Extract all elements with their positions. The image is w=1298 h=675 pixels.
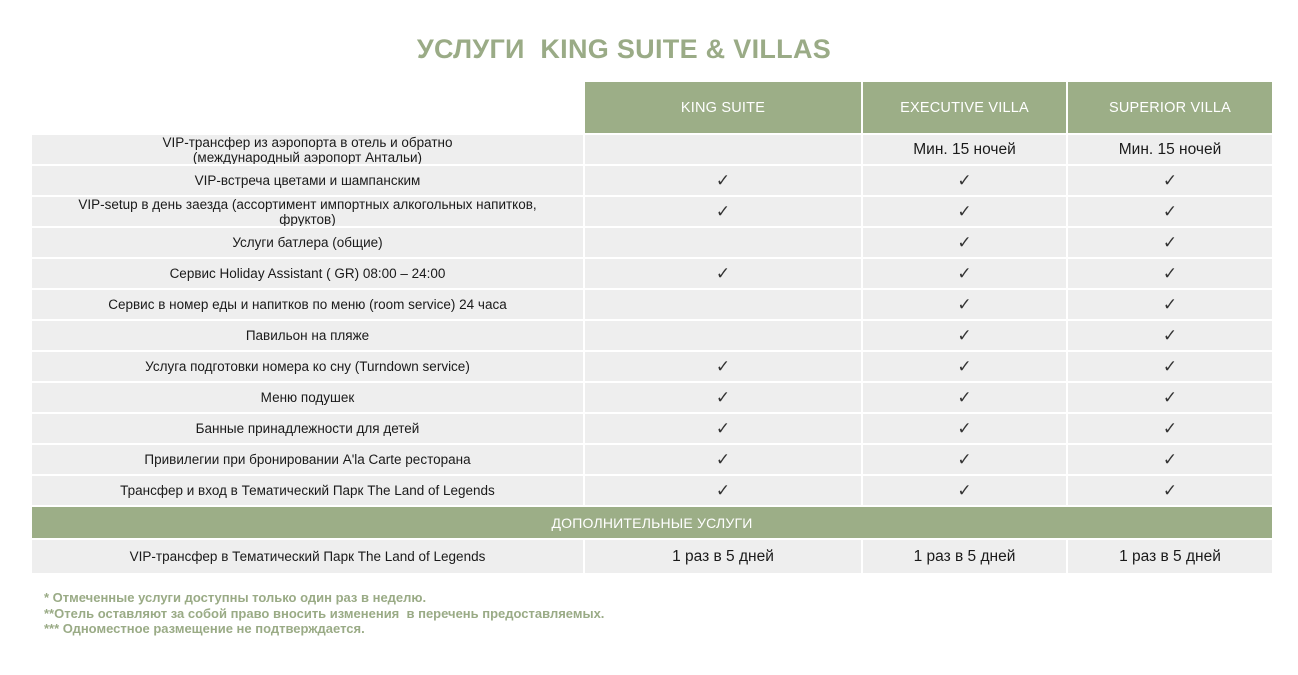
check-icon: ✓ (1068, 445, 1272, 474)
empty-cell (585, 228, 863, 257)
page-title: УСЛУГИ KING SUITE & VILLAS (416, 34, 832, 64)
service-value: 1 раз в 5 дней (585, 540, 863, 573)
footnote-3: *** Одноместное размещение не подтверждается. (44, 621, 365, 636)
service-label: Услуга подготовки номера ко сну (Turndown service) (32, 352, 585, 381)
service-label: VIP-встреча цветами и шампанским (32, 166, 585, 195)
check-icon: ✓ (863, 476, 1068, 505)
check-icon: ✓ (585, 414, 863, 443)
check-icon: ✓ (1068, 228, 1272, 257)
check-icon: ✓ (863, 228, 1068, 257)
service-value: 1 раз в 5 дней (1068, 540, 1272, 573)
check-icon: ✓ (1068, 476, 1272, 505)
empty-cell (585, 321, 863, 350)
section-header-additional: ДОПОЛНИТЕЛЬНЫЕ УСЛУГИ (32, 507, 1272, 538)
service-row (32, 135, 1272, 164)
table-header (585, 82, 1272, 133)
check-icon: ✓ (585, 259, 863, 288)
service-label: VIP-трансфер в Тематический Парк The Land of Legends (32, 540, 585, 573)
check-icon: ✓ (863, 166, 1068, 195)
check-icon: ✓ (1068, 197, 1272, 226)
check-icon: ✓ (585, 197, 863, 226)
service-label: Привилегии при бронировании A'la Carte ресторана (32, 445, 585, 474)
check-icon: ✓ (863, 383, 1068, 412)
service-value: 1 раз в 5 дней (863, 540, 1068, 573)
service-row (32, 290, 1272, 319)
service-label: Сервис в номер еды и напитков по меню (room service) 24 часа (32, 290, 585, 319)
service-label: Сервис Holiday Assistant ( GR) 08:00 – 24:00 (32, 259, 585, 288)
service-row (32, 445, 1272, 474)
footnote-2: **Отель оставляют за собой право вносить изменения в перечень предоставляемых. (44, 605, 605, 621)
empty-cell (585, 290, 863, 319)
check-icon: ✓ (863, 290, 1068, 319)
check-icon: ✓ (585, 445, 863, 474)
check-icon: ✓ (1068, 383, 1272, 412)
service-row (32, 476, 1272, 505)
check-icon: ✓ (1068, 414, 1272, 443)
footnote-1: * Отмеченные услуги доступны только один раз в неделю. (44, 590, 427, 605)
service-row (32, 166, 1272, 195)
service-row (32, 352, 1272, 381)
service-label: Услуги батлера (общие) (32, 228, 585, 257)
check-icon: ✓ (1068, 321, 1272, 350)
column-header-executive-villa: EXECUTIVE VILLA (863, 82, 1068, 133)
column-header-king-suite: KING SUITE (585, 82, 863, 133)
service-row (32, 259, 1272, 288)
footnotes (44, 590, 604, 637)
service-row (32, 383, 1272, 412)
service-label: Павильон на пляже (32, 321, 585, 350)
check-icon: ✓ (585, 383, 863, 412)
check-icon: ✓ (1068, 290, 1272, 319)
check-icon: ✓ (585, 166, 863, 195)
check-icon: ✓ (863, 414, 1068, 443)
check-icon: ✓ (863, 445, 1068, 474)
service-row (32, 414, 1272, 443)
check-icon: ✓ (1068, 259, 1272, 288)
check-icon: ✓ (1068, 352, 1272, 381)
service-label: VIP-setup в день заезда (ассортимент импортных алкогольных напитков, фруктов) (32, 197, 585, 226)
check-icon: ✓ (585, 476, 863, 505)
service-label: Меню подушек (32, 383, 585, 412)
check-icon: ✓ (863, 259, 1068, 288)
services-table (32, 135, 1272, 575)
service-label: Трансфер и вход в Тематический Парк The Land of Legends (32, 476, 585, 505)
check-icon: ✓ (863, 197, 1068, 226)
extra-service-row (32, 540, 1272, 573)
service-value: Мин. 15 ночей (1068, 135, 1272, 164)
service-label: VIP-трансфер из аэропорта в отель и обратно (международный аэропорт Антальи) (32, 135, 585, 164)
service-row (32, 321, 1272, 350)
service-label: Банные принадлежности для детей (32, 414, 585, 443)
check-icon: ✓ (863, 321, 1068, 350)
check-icon: ✓ (863, 352, 1068, 381)
service-row (32, 197, 1272, 226)
check-icon: ✓ (1068, 166, 1272, 195)
service-value: Мин. 15 ночей (863, 135, 1068, 164)
service-row (32, 228, 1272, 257)
check-icon: ✓ (585, 352, 863, 381)
column-header-superior-villa: SUPERIOR VILLA (1068, 82, 1272, 133)
empty-cell (585, 135, 863, 164)
